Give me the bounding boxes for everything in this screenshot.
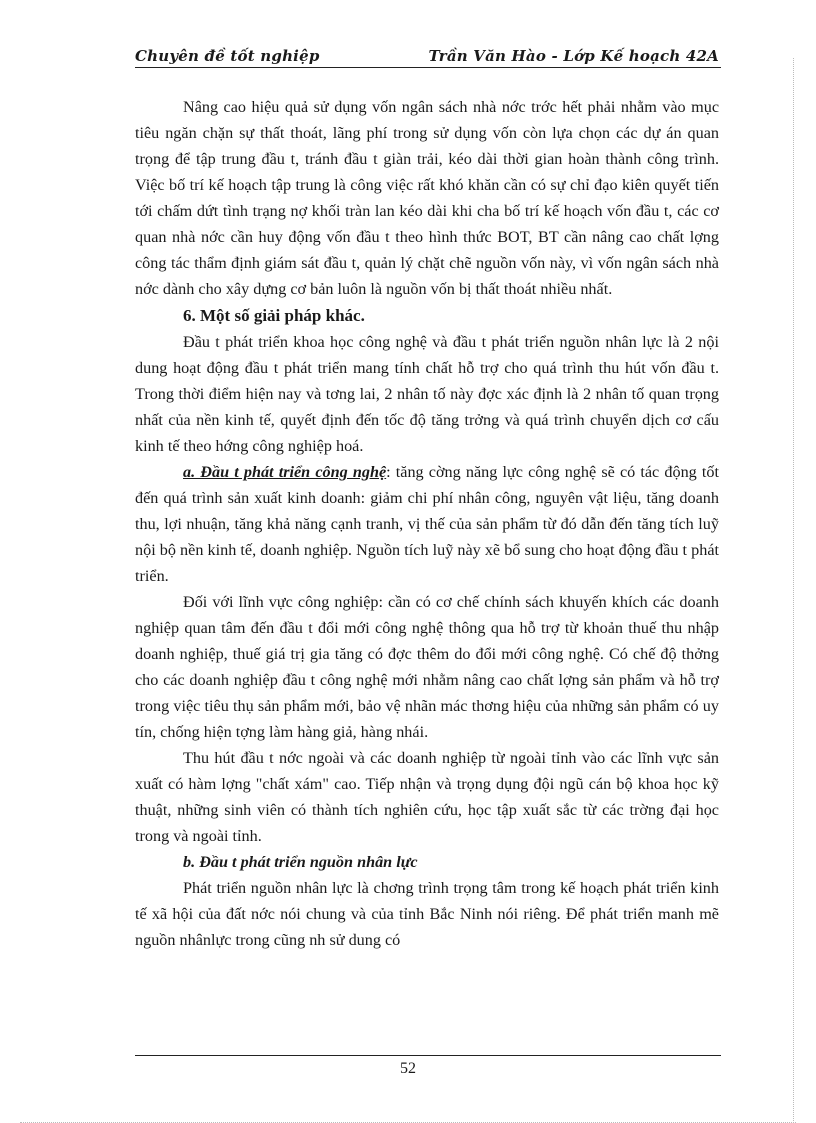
subsection-a-text: : tăng cờng năng lực công nghệ sẽ có tác động tốt đến quá trình sản xuất kinh doanh: giảm chi phí nhân công, nguyên vật liệu, tăng doanh thu, lợi nhuận, tăng khả năng cạnh tranh, vị thế của sản phẩm từ đó dẫn đến tăng tích luỹ nội bộ nền kinh tế, doanh nghiệp. Nguồn tích luỹ này xẽ bổ sung cho hoạt động đầu t phát triển. [135,463,719,585]
subsection-b-title: b. Đầu t phát triển nguồn nhân lực [183,853,418,871]
margin-guide-vertical [793,58,794,1121]
paragraph: Đối với lĩnh vực công nghiệp: cần có cơ chế chính sách khuyến khích các doanh nghiệp quan tâm đến đầu t đổi mới công nghệ thông qua hỗ trợ từ khoản thuế thu nhập doanh nghiệp, thuế giá trị gia tăng có đợc thêm do đổi mới công nghệ. Có chế độ thởng cho các doanh nghiệp đầu t công nghệ mới nhằm nâng cao chất lợng sản phẩm và hỗ trợ trong việc tiêu thụ sản phẩm mới, bảo vệ nhãn mác thơng hiệu của những sản phẩm có uy tín, chống hiện tợng làm hàng giả, hàng nhái. [135,593,719,741]
header-right-title: Trần Văn Hào - Lớp Kế hoạch 42A [428,47,719,65]
header-left-title: Chuyên đề tốt nghiệp [135,47,320,65]
subsection-a-title: a. Đầu t phát triển công nghệ [183,463,387,481]
document-body [135,94,719,953]
section-heading: 6. Một số giải pháp khác. [183,306,365,325]
footer-divider [135,1055,721,1056]
page-header [135,47,721,68]
paragraph [135,459,719,589]
paragraph: Phát triển nguồn nhân lực là chơng trình trọng tâm trong kế hoạch phát triển kinh tế xã hội của đất nớc nói chung và của tỉnh Bắc Ninh nói riêng. Để phát triển manh mẽ nguồn nhânlực trong cũng nh sử dung có [135,879,719,949]
paragraph: Nâng cao hiệu quả sử dụng vốn ngân sách nhà nớc trớc hết phải nhằm vào mục tiêu ngăn chặn sự thất thoát, lãng phí trong sử dụng vốn còn lựa chọn các dự án quan trọng để tập trung đầu t, tránh đầu t giàn trải, kéo dài thời gian hoàn thành công trình. Việc bố trí kế hoạch tập trung là công việc rất khó khăn cần có sự chỉ đạo kiên quyết tiến tới chấm dứt tình trạng nợ khối tràn lan kéo dài khi cha bố trí kế hoạch vốn đầu t, các cơ quan nhà nớc cần huy động vốn đầu t theo hình thức BOT, BT cần nâng cao chất lợng công tác thẩm định giám sát đầu t, quản lý chặt chẽ nguồn vốn này, vì vốn ngân sách nhà nớc dành cho xây dựng cơ bản luôn là nguồn vốn bị thất thoát nhiều nhất. [135,98,719,298]
page-number: 52 [400,1060,416,1077]
paragraph: Thu hút đầu t nớc ngoài và các doanh nghiệp từ ngoài tỉnh vào các lĩnh vực sản xuất có hàm lợng "chất xám" cao. Tiếp nhận và trọng dụng đội ngũ cán bộ khoa học kỹ thuật, những sinh viên có thành tích nghiên cứu, học tập xuất sắc từ các trờng đại học trong và ngoài tỉnh. [135,749,719,845]
paragraph: Đầu t phát triển khoa học công nghệ và đầu t phát triển nguồn nhân lực là 2 nội dung hoạt động đầu t phát triển mang tính chất hỗ trợ cho quá trình thu hút vốn đầu t. Trong thời điểm hiện nay và tơng lai, 2 nhân tố này đợc xác định là 2 nhân tố quan trọng nhất của nền kinh tế, quyết định đến tốc độ tăng trởng và quá trình chuyển dịch cơ cấu kinh tế theo hớng công nghiệp hoá. [135,333,719,455]
